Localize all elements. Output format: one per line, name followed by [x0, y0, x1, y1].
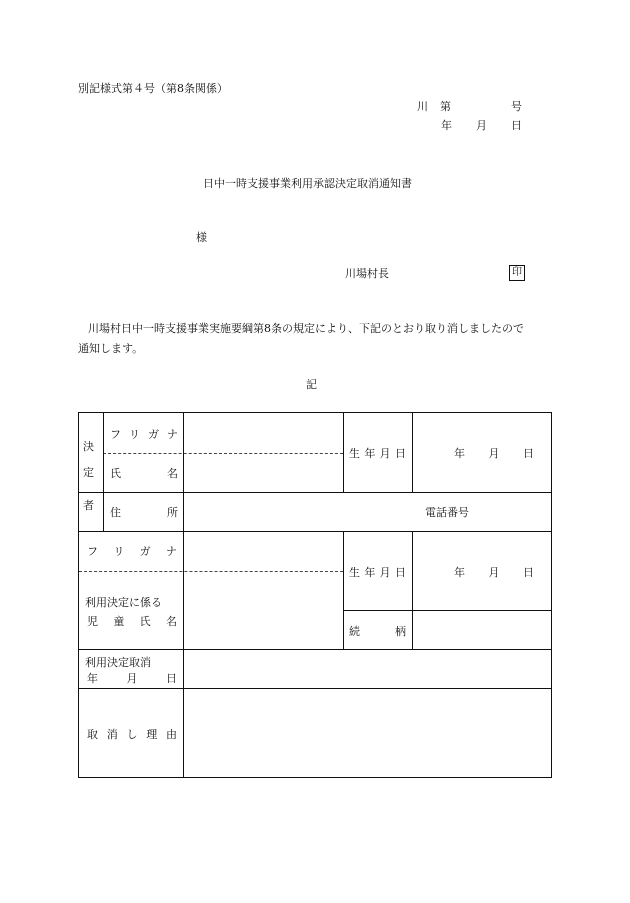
address-label: 住 所: [110, 506, 178, 519]
child-label-line1: 利用決定に係る: [85, 596, 162, 609]
reason-label: 取 消 し 理 由: [87, 728, 177, 741]
child-name-label: 児 童 氏 名: [87, 615, 177, 628]
decider-char-2: 定: [83, 466, 94, 479]
body-text-line1: 川場村日中一時支援事業実施要綱第8条の規定により、下記のとおり取り消しましたので: [88, 322, 524, 335]
cancel-date-label-line2: 年 月 日: [87, 672, 177, 685]
decider-char-3: 者: [83, 499, 94, 512]
cancel-date-label-line1: 利用決定取消: [85, 656, 151, 669]
child-birthdate-value: 年 月 日: [454, 566, 534, 579]
seal-mark: 印: [509, 265, 525, 281]
date-month: 月: [476, 119, 487, 132]
decider-char-1: 決: [83, 440, 94, 453]
issuer: 川場村長: [345, 267, 389, 280]
document-title: 日中一時支援事業利用承認決定取消通知書: [203, 177, 412, 190]
addressee-suffix: 様: [196, 231, 207, 244]
furigana-label: フ リ ガ ナ: [110, 428, 178, 441]
date-year: 年: [441, 119, 452, 132]
relation-label: 続 柄: [349, 625, 406, 638]
doc-number-suffix: 号: [511, 100, 522, 113]
birthdate-label: 生 年 月 日: [349, 447, 406, 460]
decider-birthdate-value: 年 月 日: [454, 447, 534, 460]
date-day: 日: [511, 119, 522, 132]
ki-heading: 記: [306, 378, 317, 391]
body-text-line2: 通知します。: [78, 342, 144, 355]
phone-label: 電話番号: [425, 506, 469, 519]
doc-number-prefix: 川: [417, 100, 428, 113]
name-label: 氏 名: [110, 467, 178, 480]
cancellation-table: [78, 412, 552, 778]
doc-number-mid: 第: [440, 100, 451, 113]
child-furigana-label: フ リ ガ ナ: [87, 545, 177, 558]
child-birthdate-label: 生 年 月 日: [349, 566, 406, 579]
form-number: 別記様式第４号（第8条関係）: [78, 82, 228, 95]
